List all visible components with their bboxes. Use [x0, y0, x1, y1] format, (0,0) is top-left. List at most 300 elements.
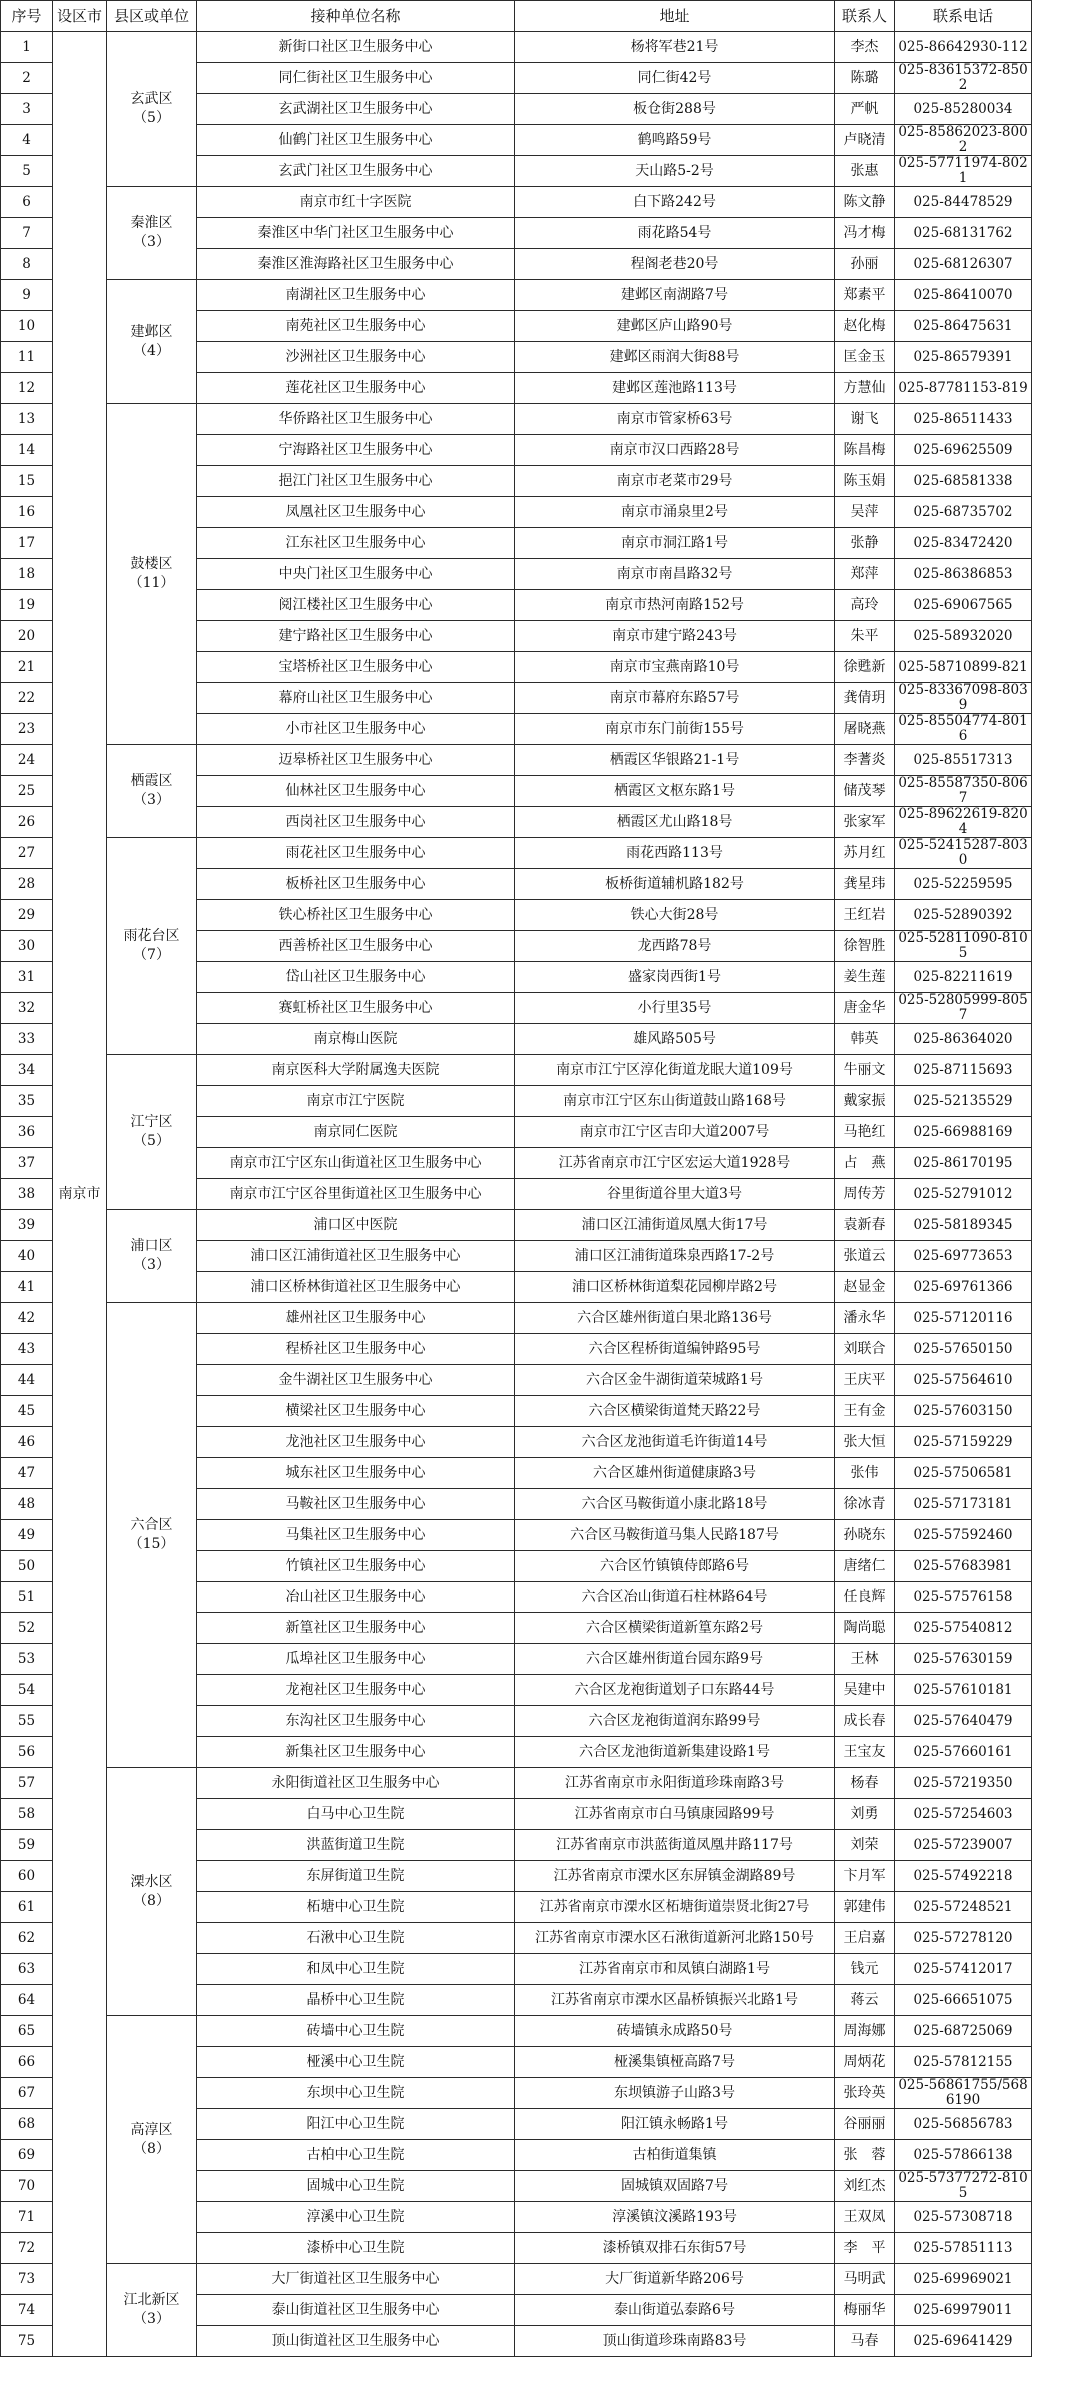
row-index: 59: [1, 1830, 53, 1861]
unit-name-cell: 东沟社区卫生服务中心: [197, 1706, 515, 1737]
row-index: 58: [1, 1799, 53, 1830]
unit-name-cell: 浦口区江浦街道社区卫生服务中心: [197, 1241, 515, 1272]
phone-cell: 025-85587350-8067: [895, 776, 1032, 807]
contact-cell: 匡金玉: [835, 342, 895, 373]
unit-name-cell: 同仁街社区卫生服务中心: [197, 63, 515, 94]
city-cell: 南京市: [53, 32, 107, 2357]
phone-cell: 025-57308718: [895, 2202, 1032, 2233]
phone-cell: 025-57173181: [895, 1489, 1032, 1520]
contact-cell: 刘红杰: [835, 2171, 895, 2202]
row-index: 23: [1, 714, 53, 745]
address-cell: 雄风路505号: [515, 1024, 835, 1055]
phone-cell: 025-57492218: [895, 1861, 1032, 1892]
address-cell: 六合区横梁街道梵天路22号: [515, 1396, 835, 1427]
phone-cell: 025-84478529: [895, 187, 1032, 218]
address-cell: 雨花路54号: [515, 218, 835, 249]
row-index: 2: [1, 63, 53, 94]
unit-name-cell: 砖墙中心卫生院: [197, 2016, 515, 2047]
unit-name-cell: 秦淮区中华门社区卫生服务中心: [197, 218, 515, 249]
unit-name-cell: 竹镇社区卫生服务中心: [197, 1551, 515, 1582]
row-index: 5: [1, 156, 53, 187]
phone-cell: 025-57812155: [895, 2047, 1032, 2078]
row-index: 37: [1, 1148, 53, 1179]
address-cell: 六合区马鞍街道马集人民路187号: [515, 1520, 835, 1551]
address-cell: 板仓街288号: [515, 94, 835, 125]
contact-cell: 苏月红: [835, 838, 895, 869]
unit-name-cell: 南京市红十字医院: [197, 187, 515, 218]
row-index: 22: [1, 683, 53, 714]
contact-cell: 李 平: [835, 2233, 895, 2264]
address-cell: 南京市江宁区东山街道鼓山路168号: [515, 1086, 835, 1117]
address-cell: 江苏省南京市溧水区晶桥镇振兴北路1号: [515, 1985, 835, 2016]
contact-cell: 张家军: [835, 807, 895, 838]
district-cell: 栖霞区 （3）: [107, 745, 197, 838]
address-cell: 程阁老巷20号: [515, 249, 835, 280]
phone-cell: 025-57683981: [895, 1551, 1032, 1582]
contact-cell: 马明武: [835, 2264, 895, 2295]
row-index: 11: [1, 342, 53, 373]
phone-cell: 025-85504774-8016: [895, 714, 1032, 745]
address-cell: 南京市宝燕南路10号: [515, 652, 835, 683]
unit-name-cell: 南湖社区卫生服务中心: [197, 280, 515, 311]
row-index: 55: [1, 1706, 53, 1737]
unit-name-cell: 西岗社区卫生服务中心: [197, 807, 515, 838]
phone-cell: 025-69067565: [895, 590, 1032, 621]
contact-cell: 王宝友: [835, 1737, 895, 1768]
phone-cell: 025-87781153-819: [895, 373, 1032, 404]
phone-cell: 025-69641429: [895, 2326, 1032, 2357]
header-phone: 联系电话: [895, 1, 1032, 32]
unit-name-cell: 南京同仁医院: [197, 1117, 515, 1148]
table-header: [1, 1, 1032, 32]
contact-cell: 张大恒: [835, 1427, 895, 1458]
contact-cell: 徐智胜: [835, 931, 895, 962]
address-cell: 南京市幕府东路57号: [515, 683, 835, 714]
contact-cell: 张 蓉: [835, 2140, 895, 2171]
phone-cell: 025-69969021: [895, 2264, 1032, 2295]
address-cell: 六合区龙池街道毛许街道14号: [515, 1427, 835, 1458]
unit-name-cell: 柘塘中心卫生院: [197, 1892, 515, 1923]
row-index: 42: [1, 1303, 53, 1334]
row-index: 24: [1, 745, 53, 776]
address-cell: 六合区金牛湖街道荣城路1号: [515, 1365, 835, 1396]
unit-name-cell: 玄武湖社区卫生服务中心: [197, 94, 515, 125]
unit-name-cell: 古柏中心卫生院: [197, 2140, 515, 2171]
row-index: 35: [1, 1086, 53, 1117]
phone-cell: 025-85517313: [895, 745, 1032, 776]
row-index: 8: [1, 249, 53, 280]
contact-cell: 赵化梅: [835, 311, 895, 342]
unit-name-cell: 沙洲社区卫生服务中心: [197, 342, 515, 373]
unit-name-cell: 迈皋桥社区卫生服务中心: [197, 745, 515, 776]
contact-cell: 郭建伟: [835, 1892, 895, 1923]
contact-cell: 张伟: [835, 1458, 895, 1489]
phone-cell: 025-83367098-8039: [895, 683, 1032, 714]
contact-cell: 冯才梅: [835, 218, 895, 249]
phone-cell: 025-89622619-8204: [895, 807, 1032, 838]
unit-name-cell: 马集社区卫生服务中心: [197, 1520, 515, 1551]
unit-name-cell: 雄州社区卫生服务中心: [197, 1303, 515, 1334]
row-index: 57: [1, 1768, 53, 1799]
address-cell: 南京市涌泉里2号: [515, 497, 835, 528]
address-cell: 六合区龙袍街道润东路99号: [515, 1706, 835, 1737]
row-index: 45: [1, 1396, 53, 1427]
row-index: 27: [1, 838, 53, 869]
district-cell: 建邺区 （4）: [107, 280, 197, 404]
row-index: 33: [1, 1024, 53, 1055]
row-index: 66: [1, 2047, 53, 2078]
contact-cell: 张静: [835, 528, 895, 559]
contact-cell: 任良辉: [835, 1582, 895, 1613]
contact-cell: 吴萍: [835, 497, 895, 528]
row-index: 61: [1, 1892, 53, 1923]
address-cell: 淳溪镇汶溪路193号: [515, 2202, 835, 2233]
row-index: 19: [1, 590, 53, 621]
phone-cell: 025-87115693: [895, 1055, 1032, 1086]
district-cell: 秦淮区 （3）: [107, 187, 197, 280]
contact-cell: 王林: [835, 1644, 895, 1675]
contact-cell: 谷丽丽: [835, 2109, 895, 2140]
contact-cell: 占 燕: [835, 1148, 895, 1179]
phone-cell: 025-57377272-8105: [895, 2171, 1032, 2202]
row-index: 39: [1, 1210, 53, 1241]
row-index: 6: [1, 187, 53, 218]
contact-cell: 刘勇: [835, 1799, 895, 1830]
phone-cell: 025-86511433: [895, 404, 1032, 435]
table-row: [1, 1303, 1032, 1334]
unit-name-cell: 板桥社区卫生服务中心: [197, 869, 515, 900]
row-index: 74: [1, 2295, 53, 2326]
table-row: [1, 1768, 1032, 1799]
row-index: 70: [1, 2171, 53, 2202]
phone-cell: 025-57851113: [895, 2233, 1032, 2264]
row-index: 53: [1, 1644, 53, 1675]
phone-cell: 025-68126307: [895, 249, 1032, 280]
address-cell: 建邺区莲池路113号: [515, 373, 835, 404]
phone-cell: 025-57866138: [895, 2140, 1032, 2171]
phone-cell: 025-86170195: [895, 1148, 1032, 1179]
table-row: [1, 2264, 1032, 2295]
row-index: 60: [1, 1861, 53, 1892]
address-cell: 古柏街道集镇: [515, 2140, 835, 2171]
unit-name-cell: 冶山社区卫生服务中心: [197, 1582, 515, 1613]
table-row: [1, 1055, 1032, 1086]
address-cell: 杨将军巷21号: [515, 32, 835, 63]
phone-cell: 025-69773653: [895, 1241, 1032, 1272]
row-index: 71: [1, 2202, 53, 2233]
unit-name-cell: 玄武门社区卫生服务中心: [197, 156, 515, 187]
row-index: 63: [1, 1954, 53, 1985]
unit-name-cell: 小市社区卫生服务中心: [197, 714, 515, 745]
row-index: 20: [1, 621, 53, 652]
address-cell: 东坝镇游子山路3号: [515, 2078, 835, 2109]
phone-cell: 025-52890392: [895, 900, 1032, 931]
unit-name-cell: 白马中心卫生院: [197, 1799, 515, 1830]
unit-name-cell: 漆桥中心卫生院: [197, 2233, 515, 2264]
address-cell: 铁心大街28号: [515, 900, 835, 931]
header-row: [1, 1, 1032, 32]
unit-name-cell: 龙池社区卫生服务中心: [197, 1427, 515, 1458]
phone-cell: 025-86386853: [895, 559, 1032, 590]
address-cell: 六合区冶山街道石柱林路64号: [515, 1582, 835, 1613]
unit-name-cell: 阅江楼社区卫生服务中心: [197, 590, 515, 621]
phone-cell: 025-57239007: [895, 1830, 1032, 1861]
unit-name-cell: 城东社区卫生服务中心: [197, 1458, 515, 1489]
row-index: 65: [1, 2016, 53, 2047]
district-cell: 江北新区（3）: [107, 2264, 197, 2357]
phone-cell: 025-57650150: [895, 1334, 1032, 1365]
row-index: 47: [1, 1458, 53, 1489]
phone-cell: 025-66651075: [895, 1985, 1032, 2016]
unit-name-cell: 南京市江宁区谷里街道社区卫生服务中心: [197, 1179, 515, 1210]
address-cell: 建邺区庐山路90号: [515, 311, 835, 342]
address-cell: 谷里街道谷里大道3号: [515, 1179, 835, 1210]
address-cell: 小行里35号: [515, 993, 835, 1024]
row-index: 15: [1, 466, 53, 497]
address-cell: 六合区雄州街道白果北路136号: [515, 1303, 835, 1334]
phone-cell: 025-57630159: [895, 1644, 1032, 1675]
contact-cell: 成长春: [835, 1706, 895, 1737]
address-cell: 建邺区雨润大街88号: [515, 342, 835, 373]
phone-cell: 025-56861755/5686190: [895, 2078, 1032, 2109]
phone-cell: 025-69761366: [895, 1272, 1032, 1303]
phone-cell: 025-57506581: [895, 1458, 1032, 1489]
unit-name-cell: 岱山社区卫生服务中心: [197, 962, 515, 993]
row-index: 52: [1, 1613, 53, 1644]
row-index: 13: [1, 404, 53, 435]
district-cell: 雨花台区（7）: [107, 838, 197, 1055]
row-index: 69: [1, 2140, 53, 2171]
contact-cell: 陈玉娟: [835, 466, 895, 497]
unit-name-cell: 南京市江宁医院: [197, 1086, 515, 1117]
unit-name-cell: 马鞍社区卫生服务中心: [197, 1489, 515, 1520]
contact-cell: 韩英: [835, 1024, 895, 1055]
unit-name-cell: 建宁路社区卫生服务中心: [197, 621, 515, 652]
address-cell: 建邺区南湖路7号: [515, 280, 835, 311]
phone-cell: 025-57540812: [895, 1613, 1032, 1644]
row-index: 50: [1, 1551, 53, 1582]
address-cell: 六合区竹镇镇侍郎路6号: [515, 1551, 835, 1582]
address-cell: 南京市江宁区淳化街道龙眠大道109号: [515, 1055, 835, 1086]
unit-name-cell: 程桥社区卫生服务中心: [197, 1334, 515, 1365]
contact-cell: 孙晓东: [835, 1520, 895, 1551]
phone-cell: 025-57603150: [895, 1396, 1032, 1427]
row-index: 4: [1, 125, 53, 156]
contact-cell: 陈璐: [835, 63, 895, 94]
address-cell: 江苏省南京市溧水区石湫街道新河北路150号: [515, 1923, 835, 1954]
row-index: 26: [1, 807, 53, 838]
address-cell: 南京市热河南路152号: [515, 590, 835, 621]
contact-cell: 张惠: [835, 156, 895, 187]
header-district: 县区或单位: [107, 1, 197, 32]
row-index: 16: [1, 497, 53, 528]
address-cell: 固城镇双固路7号: [515, 2171, 835, 2202]
contact-cell: 严帆: [835, 94, 895, 125]
unit-name-cell: 横梁社区卫生服务中心: [197, 1396, 515, 1427]
row-index: 68: [1, 2109, 53, 2140]
row-index: 43: [1, 1334, 53, 1365]
address-cell: 六合区程桥街道编钟路95号: [515, 1334, 835, 1365]
phone-cell: 025-52805999-8057: [895, 993, 1032, 1024]
unit-name-cell: 南京市江宁区东山街道社区卫生服务中心: [197, 1148, 515, 1179]
contact-cell: 徐冰青: [835, 1489, 895, 1520]
district-cell: 玄武区 （5）: [107, 32, 197, 187]
address-cell: 盛家岗西街1号: [515, 962, 835, 993]
address-cell: 江苏省南京市溧水区柘塘街道崇贤北街27号: [515, 1892, 835, 1923]
row-index: 28: [1, 869, 53, 900]
phone-cell: 025-83615372-8502: [895, 63, 1032, 94]
phone-cell: 025-57660161: [895, 1737, 1032, 1768]
unit-name-cell: 顶山街道社区卫生服务中心: [197, 2326, 515, 2357]
phone-cell: 025-69625509: [895, 435, 1032, 466]
table-row: [1, 32, 1032, 63]
contact-cell: 杨春: [835, 1768, 895, 1799]
contact-cell: 龚倩玥: [835, 683, 895, 714]
unit-name-cell: 石湫中心卫生院: [197, 1923, 515, 1954]
phone-cell: 025-66988169: [895, 1117, 1032, 1148]
unit-name-cell: 永阳街道社区卫生服务中心: [197, 1768, 515, 1799]
contact-cell: 王双凤: [835, 2202, 895, 2233]
phone-cell: 025-57640479: [895, 1706, 1032, 1737]
unit-name-cell: 华侨路社区卫生服务中心: [197, 404, 515, 435]
contact-cell: 刘联合: [835, 1334, 895, 1365]
contact-cell: 卞月军: [835, 1861, 895, 1892]
row-index: 32: [1, 993, 53, 1024]
contact-cell: 王红岩: [835, 900, 895, 931]
table-row: [1, 745, 1032, 776]
row-index: 38: [1, 1179, 53, 1210]
address-cell: 雨花西路113号: [515, 838, 835, 869]
phone-cell: 025-68581338: [895, 466, 1032, 497]
address-cell: 六合区雄州街道健康路3号: [515, 1458, 835, 1489]
unit-name-cell: 凤凰社区卫生服务中心: [197, 497, 515, 528]
phone-cell: 025-83472420: [895, 528, 1032, 559]
contact-cell: 高玲: [835, 590, 895, 621]
row-index: 64: [1, 1985, 53, 2016]
unit-name-cell: 中央门社区卫生服务中心: [197, 559, 515, 590]
phone-cell: 025-57592460: [895, 1520, 1032, 1551]
row-index: 40: [1, 1241, 53, 1272]
row-index: 30: [1, 931, 53, 962]
contact-cell: 储茂琴: [835, 776, 895, 807]
unit-name-cell: 秦淮区淮海路社区卫生服务中心: [197, 249, 515, 280]
row-index: 51: [1, 1582, 53, 1613]
address-cell: 浦口区桥林街道梨花园柳岸路2号: [515, 1272, 835, 1303]
contact-cell: 谢飞: [835, 404, 895, 435]
row-index: 49: [1, 1520, 53, 1551]
address-cell: 南京市汉口西路28号: [515, 435, 835, 466]
address-cell: 六合区马鞍街道小康北路18号: [515, 1489, 835, 1520]
row-index: 12: [1, 373, 53, 404]
address-cell: 南京市东门前街155号: [515, 714, 835, 745]
contact-cell: 王有金: [835, 1396, 895, 1427]
contact-cell: 张玲英: [835, 2078, 895, 2109]
row-index: 21: [1, 652, 53, 683]
address-cell: 栖霞区尤山路18号: [515, 807, 835, 838]
unit-name-cell: 瓜埠社区卫生服务中心: [197, 1644, 515, 1675]
unit-name-cell: 东坝中心卫生院: [197, 2078, 515, 2109]
address-cell: 江苏省南京市和凤镇白湖路1号: [515, 1954, 835, 1985]
phone-cell: 025-57711974-8021: [895, 156, 1032, 187]
unit-name-cell: 铁心桥社区卫生服务中心: [197, 900, 515, 931]
district-cell: 六合区 （15）: [107, 1303, 197, 1768]
row-index: 29: [1, 900, 53, 931]
phone-cell: 025-57219350: [895, 1768, 1032, 1799]
contact-cell: 姜生莲: [835, 962, 895, 993]
contact-cell: 屠晓燕: [835, 714, 895, 745]
row-index: 75: [1, 2326, 53, 2357]
table-body: [1, 32, 1032, 2357]
contact-cell: 潘永华: [835, 1303, 895, 1334]
row-index: 9: [1, 280, 53, 311]
contact-cell: 李杰: [835, 32, 895, 63]
address-cell: 阳江镇永畅路1号: [515, 2109, 835, 2140]
phone-cell: 025-57412017: [895, 1954, 1032, 1985]
address-cell: 顶山街道珍珠南路83号: [515, 2326, 835, 2357]
phone-cell: 025-86364020: [895, 1024, 1032, 1055]
unit-name-cell: 江东社区卫生服务中心: [197, 528, 515, 559]
phone-cell: 025-58189345: [895, 1210, 1032, 1241]
contact-cell: 袁新春: [835, 1210, 895, 1241]
row-index: 3: [1, 94, 53, 125]
table-row: [1, 838, 1032, 869]
unit-name-cell: 挹江门社区卫生服务中心: [197, 466, 515, 497]
phone-cell: 025-57120116: [895, 1303, 1032, 1334]
row-index: 56: [1, 1737, 53, 1768]
unit-name-cell: 南苑社区卫生服务中心: [197, 311, 515, 342]
phone-cell: 025-57610181: [895, 1675, 1032, 1706]
district-cell: 高淳区 （8）: [107, 2016, 197, 2264]
phone-cell: 025-57278120: [895, 1923, 1032, 1954]
contact-cell: 朱平: [835, 621, 895, 652]
contact-cell: 马艳红: [835, 1117, 895, 1148]
phone-cell: 025-86579391: [895, 342, 1032, 373]
address-cell: 六合区横梁街道新篁东路2号: [515, 1613, 835, 1644]
unit-name-cell: 浦口区中医院: [197, 1210, 515, 1241]
unit-name-cell: 仙鹤门社区卫生服务中心: [197, 125, 515, 156]
row-index: 1: [1, 32, 53, 63]
contact-cell: 方慧仙: [835, 373, 895, 404]
address-cell: 漆桥镇双排石东街57号: [515, 2233, 835, 2264]
address-cell: 南京市洞江路1号: [515, 528, 835, 559]
district-cell: 鼓楼区 （11）: [107, 404, 197, 745]
unit-name-cell: 莲花社区卫生服务中心: [197, 373, 515, 404]
address-cell: 龙西路78号: [515, 931, 835, 962]
contact-cell: 牛丽文: [835, 1055, 895, 1086]
contact-cell: 蒋云: [835, 1985, 895, 2016]
contact-cell: 刘荣: [835, 1830, 895, 1861]
contact-cell: 卢晓清: [835, 125, 895, 156]
contact-cell: 郑素平: [835, 280, 895, 311]
phone-cell: 025-86410070: [895, 280, 1032, 311]
table-row: [1, 2016, 1032, 2047]
phone-cell: 025-82211619: [895, 962, 1032, 993]
district-cell: 溧水区 （8）: [107, 1768, 197, 2016]
header-index: 序号: [1, 1, 53, 32]
contact-cell: 陈昌梅: [835, 435, 895, 466]
contact-cell: 梅丽华: [835, 2295, 895, 2326]
row-index: 72: [1, 2233, 53, 2264]
unit-name-cell: 幕府山社区卫生服务中心: [197, 683, 515, 714]
phone-cell: 025-68725069: [895, 2016, 1032, 2047]
row-index: 44: [1, 1365, 53, 1396]
table-row: [1, 1210, 1032, 1241]
address-cell: 六合区龙池街道新集建设路1号: [515, 1737, 835, 1768]
contact-cell: 戴家振: [835, 1086, 895, 1117]
contact-cell: 王启嘉: [835, 1923, 895, 1954]
unit-name-cell: 淳溪中心卫生院: [197, 2202, 515, 2233]
address-cell: 南京市南昌路32号: [515, 559, 835, 590]
